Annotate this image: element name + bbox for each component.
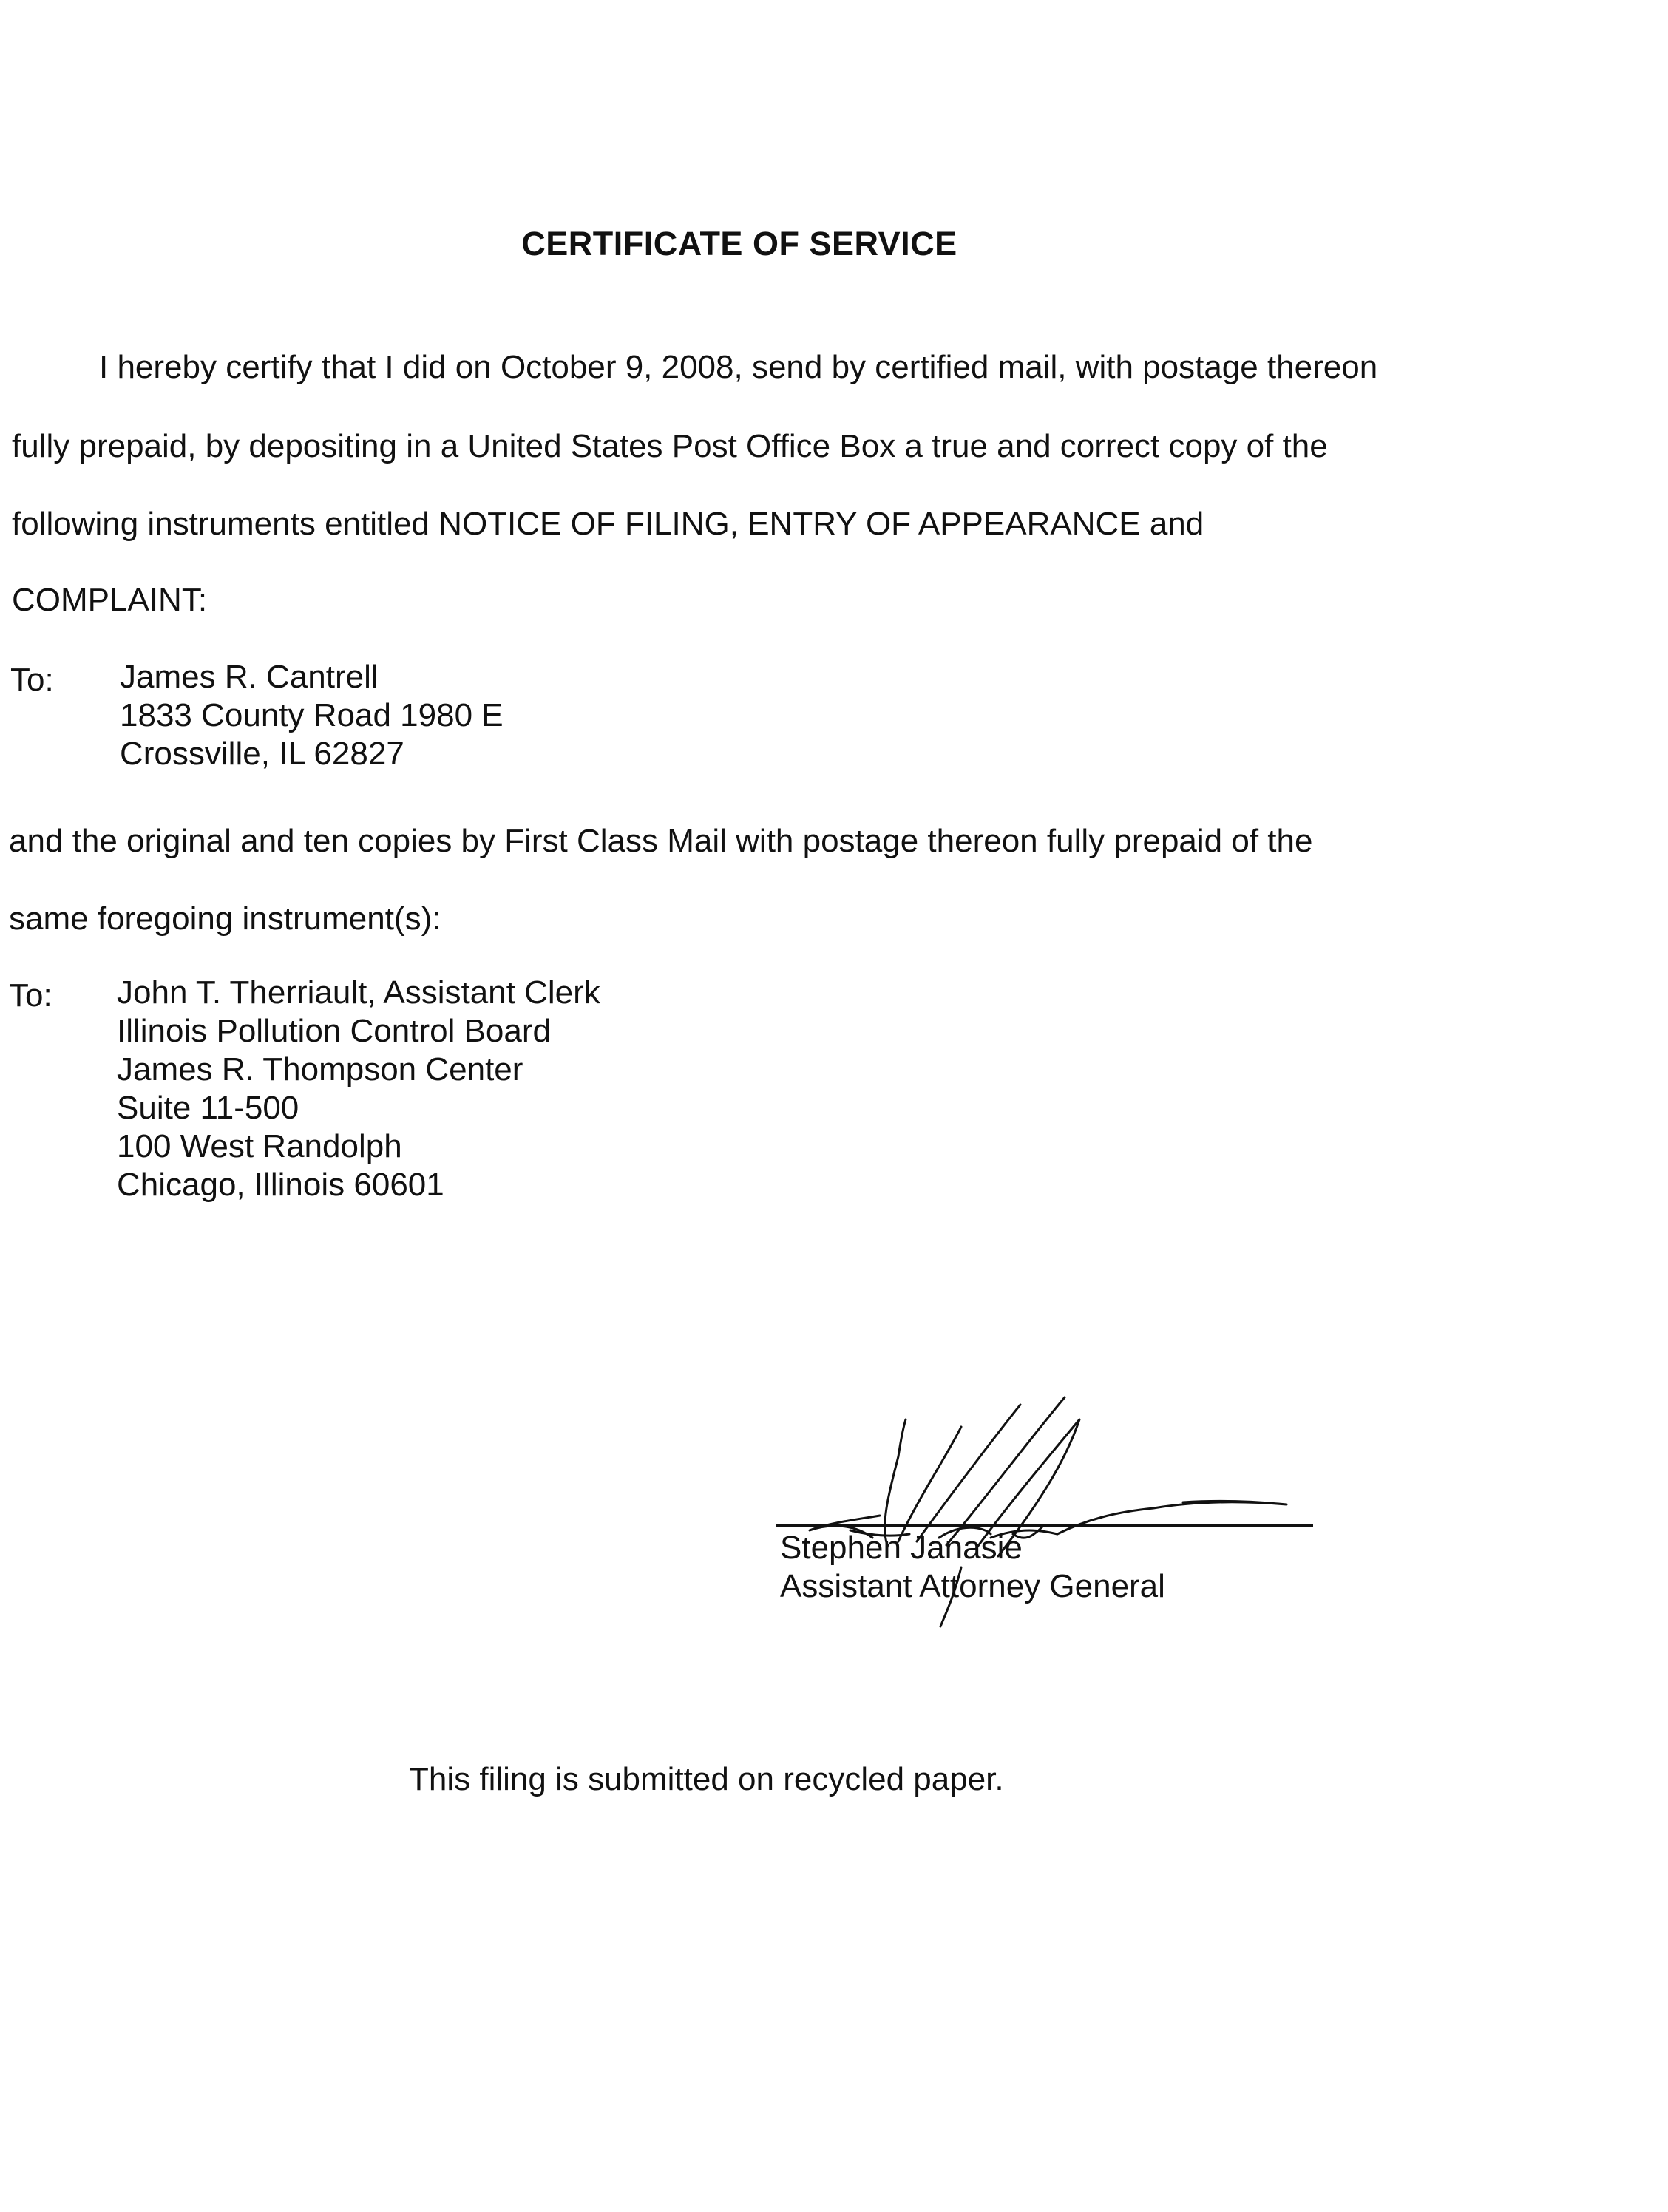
recipient2-building: James R. Thompson Center bbox=[117, 1051, 523, 1088]
recycled-paper-note: This filing is submitted on recycled paper. bbox=[409, 1761, 1004, 1797]
recipient1-label: To: bbox=[10, 662, 54, 698]
recipient2-street: 100 West Randolph bbox=[117, 1128, 402, 1164]
recipient1-city: Crossville, IL 62827 bbox=[120, 736, 404, 772]
recipient2-address bbox=[117, 974, 600, 1204]
recipient2-city: Chicago, Illinois 60601 bbox=[117, 1167, 444, 1203]
signer-name: Stephen Janasie bbox=[780, 1530, 1023, 1566]
recipient2-label: To: bbox=[9, 977, 52, 1014]
signer-block bbox=[780, 1529, 1165, 1606]
recipient2-organization: Illinois Pollution Control Board bbox=[117, 1013, 551, 1049]
paragraph1-line-3: following instruments entitled NOTICE OF FILING, ENTRY OF APPEARANCE and bbox=[12, 506, 1204, 542]
recipient2-suite: Suite 11-500 bbox=[117, 1090, 299, 1126]
document-title: CERTIFICATE OF SERVICE bbox=[521, 225, 957, 262]
signer-title: Assistant Attorney General bbox=[780, 1568, 1165, 1604]
recipient1-street: 1833 County Road 1980 E bbox=[120, 697, 504, 733]
paragraph1-line-2: fully prepaid, by depositing in a United States Post Office Box a true and correct copy of the bbox=[12, 428, 1328, 464]
recipient1-name: James R. Cantrell bbox=[120, 659, 379, 695]
recipient2-name: John T. Therriault, Assistant Clerk bbox=[117, 974, 600, 1011]
paragraph1-line-1: I hereby certify that I did on October 9, 2008, send by certified mail, with postage thereon bbox=[99, 349, 1378, 385]
paragraph2-line-1: and the original and ten copies by First Class Mail with postage thereon fully prepaid of the bbox=[9, 823, 1313, 859]
paragraph1-line-4: COMPLAINT: bbox=[12, 582, 208, 618]
paragraph2-line-2: same foregoing instrument(s): bbox=[9, 900, 441, 937]
recipient1-address bbox=[120, 658, 504, 773]
